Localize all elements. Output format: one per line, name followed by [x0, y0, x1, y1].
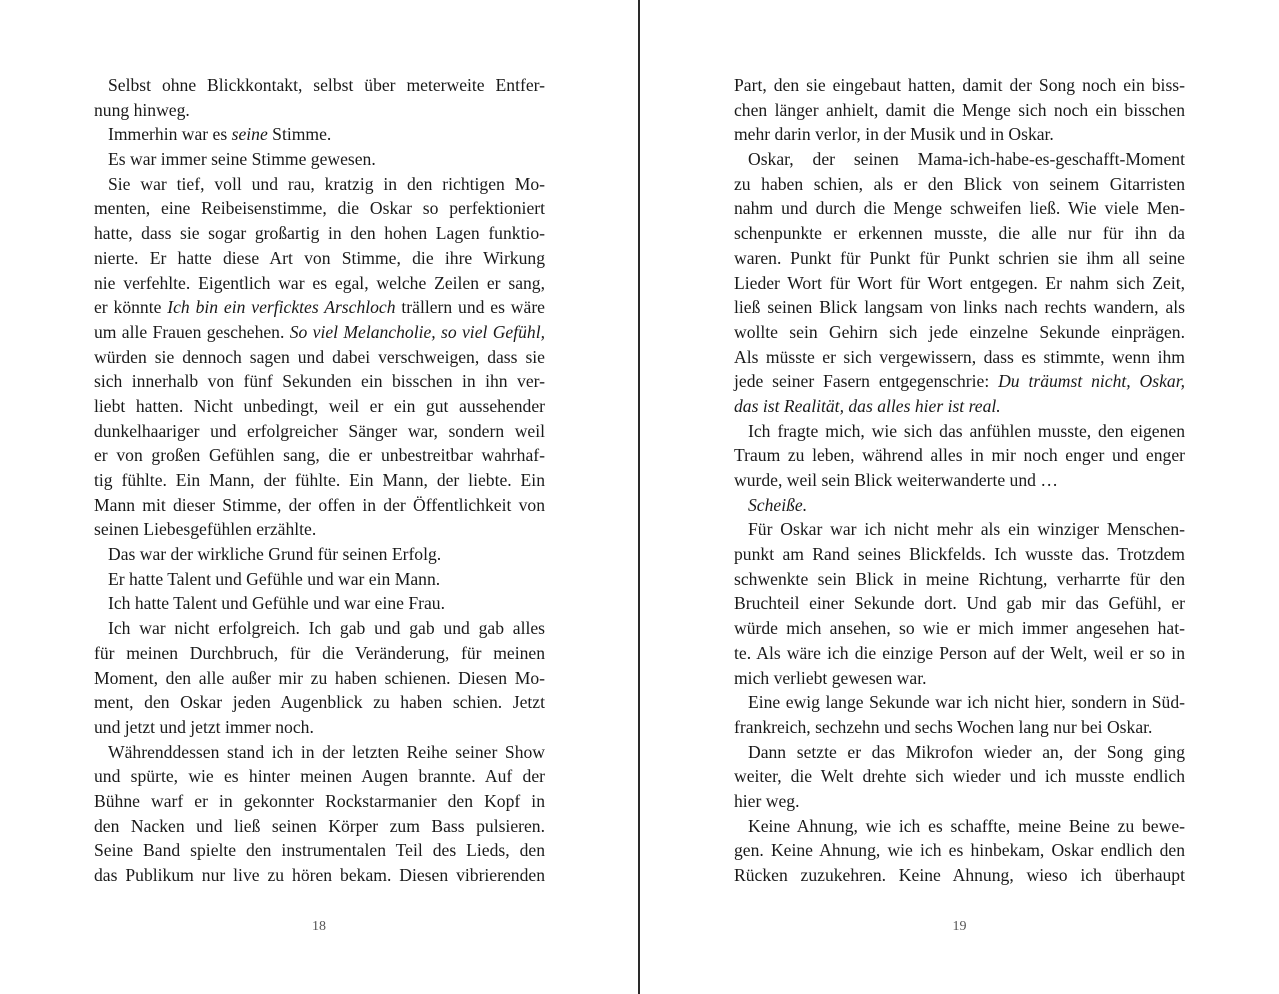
text-line [94, 196, 545, 221]
text-line [94, 320, 545, 345]
text-segment: mich verliebt gewesen war. [734, 667, 927, 688]
text-segment: nierte. Er hatte diese Art von Stimme, die ihre Wirkung [94, 247, 545, 268]
italic-text-segment: Ich bin ein verficktes Arschloch [167, 297, 396, 318]
left-page-text [94, 73, 545, 888]
text-line [734, 542, 1185, 567]
text-line [734, 740, 1185, 765]
text-segment: jede seiner Fasern entgegenschrie: [734, 371, 999, 392]
text-segment: und jetzt und jetzt immer noch. [94, 716, 314, 737]
text-line [734, 690, 1185, 715]
italic-text-segment: So viel Melancholie, so viel Gefühl, [289, 321, 545, 342]
text-segment: liebt hatten. Nicht unbedingt, weil er ein gut aussehender [94, 395, 545, 416]
text-line [734, 221, 1185, 246]
text-segment: Oskar, der seinen Mama-ich-habe-es-geschafft-Moment [748, 149, 1185, 170]
text-segment: Sie war tief, voll und rau, kratzig in den richtigen Mo- [108, 173, 545, 194]
text-line [94, 369, 545, 394]
text-line [734, 764, 1185, 789]
text-line [94, 542, 545, 567]
right-page [640, 0, 1279, 994]
text-segment: Part, den sie eingebaut hatten, damit der Song noch ein biss- [734, 75, 1185, 95]
text-segment: würde mich ansehen, so wie er mich immer angesehen hat- [734, 618, 1185, 639]
text-line [94, 641, 545, 666]
text-segment: Er hatte Talent und Gefühle und war ein Mann. [108, 568, 441, 589]
text-line [94, 616, 545, 641]
italic-text-segment: Du träumst nicht, Oskar, [998, 371, 1185, 392]
text-line [734, 98, 1185, 123]
text-segment: Als müsste er sich vergewissern, dass es stimmte, wenn ihm [734, 346, 1185, 367]
text-segment: nie verfehlte. Eigentlich war es egal, welche Zeilen er sang, [94, 272, 545, 293]
text-line [734, 271, 1185, 296]
text-segment: tig fühlte. Ein Mann, der fühlte. Ein Mann, der liebte. Ein [94, 470, 545, 490]
text-segment: um alle Frauen geschehen. [94, 321, 290, 342]
text-line [734, 641, 1185, 666]
text-segment: würden sie dennoch sagen und dabei verschweigen, dass sie [94, 346, 545, 367]
text-segment: ließ seinen Blick langsam von links nach rechts wandern, als [734, 297, 1185, 318]
text-line [734, 419, 1185, 444]
text-segment: nung hinweg. [94, 99, 190, 120]
text-line [734, 567, 1185, 592]
text-line [94, 789, 545, 814]
text-line [94, 690, 545, 715]
text-segment: Eine ewig lange Sekunde war ich nicht hier, sondern in Süd- [748, 692, 1185, 713]
text-line [734, 863, 1185, 888]
text-line [734, 147, 1185, 172]
text-line [734, 591, 1185, 616]
text-segment: Bruchteil einer Sekunde dort. Und gab mir das Gefühl, er [734, 593, 1185, 614]
text-segment: Moment, den alle außer mir zu haben schienen. Diesen Mo- [94, 667, 545, 688]
text-segment: dunkelhaariger und erfolgreicher Sänger war, sondern weil [94, 420, 545, 441]
italic-text-segment: seine [231, 124, 268, 145]
text-segment: er könnte [94, 297, 168, 318]
text-segment: Für Oskar war ich nicht mehr als ein winziger Menschen- [748, 519, 1185, 540]
text-segment: Ich hatte Talent und Gefühle und war eine Frau. [108, 593, 446, 614]
text-segment: sich innerhalb von fünf Sekunden ein bisschen in ihn ver- [94, 371, 545, 392]
text-segment: Bühne warf er in gekonnter Rockstarmanier den Kopf in [94, 790, 545, 811]
text-segment: und spürte, wie es hinter meinen Augen brannte. Auf der [94, 766, 545, 787]
text-segment: das Publikum nur live zu hören bekam. Diesen vibrierenden [94, 865, 545, 885]
text-segment: trällern und es wäre [395, 297, 545, 318]
text-segment: Währenddessen stand ich in der letzten Reihe seiner Show [108, 741, 545, 762]
text-line [94, 98, 545, 123]
text-segment: Ich fragte mich, wie sich das anfühlen musste, den eigenen [748, 420, 1185, 441]
text-line [94, 394, 545, 419]
text-segment: seinen Liebesgefühlen erzählte. [94, 519, 317, 540]
text-segment: wollte sein Gehirn sich jede einzelne Sekunde einprägen. [734, 321, 1185, 342]
italic-text-segment: das ist Realität, das alles hier ist real. [734, 395, 1001, 416]
text-line [94, 295, 545, 320]
text-segment: Rücken zuzukehren. Keine Ahnung, wieso ich überhaupt [734, 865, 1185, 885]
text-line [94, 419, 545, 444]
text-segment: ment, den Oskar jeden Augenblick zu haben schien. Jetzt [94, 692, 545, 713]
text-line [734, 122, 1185, 147]
text-segment: frankreich, sechzehn und sechs Wochen lang nur bei Oskar. [734, 716, 1153, 737]
text-line [94, 73, 545, 98]
text-line [734, 789, 1185, 814]
text-line [94, 271, 545, 296]
text-segment: waren. Punkt für Punkt für Punkt schrien sie ihm all seine [734, 247, 1185, 268]
text-line [94, 863, 545, 888]
left-page-number: 18 [312, 919, 326, 934]
text-line [734, 295, 1185, 320]
text-line [734, 196, 1185, 221]
text-segment: den Nacken und ließ seinen Körper zum Bass pulsieren. [94, 815, 545, 836]
text-segment: nahm und durch die Menge schweifen ließ. Wie viele Men- [734, 198, 1185, 219]
text-segment: chen länger anhielt, damit die Menge sich noch ein bisschen [734, 99, 1185, 120]
text-segment: mehr darin verlor, in der Musik und in Oskar. [734, 124, 1054, 145]
text-line [94, 493, 545, 518]
text-segment: Traum zu leben, während alles in mir noch enger und enger [734, 445, 1185, 466]
text-line [94, 814, 545, 839]
text-line [734, 246, 1185, 271]
text-segment: Das war der wirkliche Grund für seinen Erfolg. [108, 544, 442, 565]
text-segment: hier weg. [734, 790, 800, 811]
text-segment: hatte, dass sie sogar großartig in den hohen Lagen funktio- [94, 223, 545, 244]
text-line [734, 73, 1185, 98]
text-line [94, 345, 545, 370]
text-line [94, 221, 545, 246]
text-segment: wurde, weil sein Blick weiterwanderte und … [734, 470, 1058, 490]
text-line [734, 320, 1185, 345]
text-line [94, 517, 545, 542]
text-line [94, 715, 545, 740]
text-segment: Dann setzte er das Mikrofon wieder an, der Song ging [748, 741, 1185, 762]
right-page-number: 19 [952, 919, 967, 934]
left-page [0, 0, 638, 994]
text-line [734, 715, 1185, 740]
text-line [734, 517, 1185, 542]
text-line [94, 172, 545, 197]
text-segment: Selbst ohne Blickkontakt, selbst über meterweite Entfer- [108, 75, 545, 95]
text-segment: weiter, die Welt drehte sich wieder und ich musste endlich [734, 766, 1185, 787]
text-segment: Es war immer seine Stimme gewesen. [108, 149, 376, 170]
text-segment: Seine Band spielte den instrumentalen Teil des Lieds, den [94, 840, 545, 861]
text-line [734, 616, 1185, 641]
text-line [94, 740, 545, 765]
text-line [94, 147, 545, 172]
text-segment: er von großen Gefühlen sang, die er unbestreitbar wahrhaf- [94, 445, 545, 466]
right-page-text [734, 73, 1185, 888]
text-segment: Immerhin war es [108, 124, 232, 145]
text-segment: Keine Ahnung, wie ich es schaffte, meine Beine zu bewe- [748, 815, 1185, 836]
text-line [734, 443, 1185, 468]
text-line [734, 345, 1185, 370]
text-line [94, 443, 545, 468]
text-line [94, 246, 545, 271]
text-segment: Lieder Wort für Wort für Wort entgegen. Er nahm sich Zeit, [734, 272, 1185, 293]
text-line [734, 814, 1185, 839]
text-line [94, 122, 545, 147]
text-line [734, 666, 1185, 691]
text-segment: te. Als wäre ich die einzige Person auf der Welt, weil er so in [734, 642, 1185, 663]
text-segment: für meinen Durchbruch, für die Veränderung, für meinen [94, 642, 545, 663]
text-line [734, 172, 1185, 197]
text-line [94, 838, 545, 863]
text-line [94, 468, 545, 493]
text-segment: Stimme. [267, 124, 332, 145]
text-segment: menten, eine Reibeisenstimme, die Oskar so perfektioniert [94, 198, 545, 219]
text-line [734, 468, 1185, 493]
text-segment: gen. Keine Ahnung, wie ich es hinbekam, Oskar endlich den [734, 840, 1185, 861]
text-segment: zu haben schien, als er den Blick von seinem Gitarristen [734, 173, 1185, 194]
italic-text-segment: Scheiße. [748, 494, 808, 515]
text-line [734, 838, 1185, 863]
text-line [94, 764, 545, 789]
text-segment: schenpunkte er erkennen musste, die alle nur für ihn da [734, 223, 1185, 244]
text-segment: schwenkte sein Blick in meine Richtung, verharrte für den [734, 568, 1185, 589]
text-line [94, 591, 545, 616]
text-line [734, 394, 1185, 419]
text-segment: punkt am Rand seines Blickfelds. Ich wusste das. Trotzdem [734, 544, 1185, 565]
text-line [94, 567, 545, 592]
text-line [94, 666, 545, 691]
text-segment: Ich war nicht erfolgreich. Ich gab und gab und gab alles [108, 618, 545, 639]
text-line [734, 493, 1185, 518]
text-line [734, 369, 1185, 394]
text-segment: Mann mit dieser Stimme, der offen in der Öffentlichkeit von [94, 494, 545, 515]
